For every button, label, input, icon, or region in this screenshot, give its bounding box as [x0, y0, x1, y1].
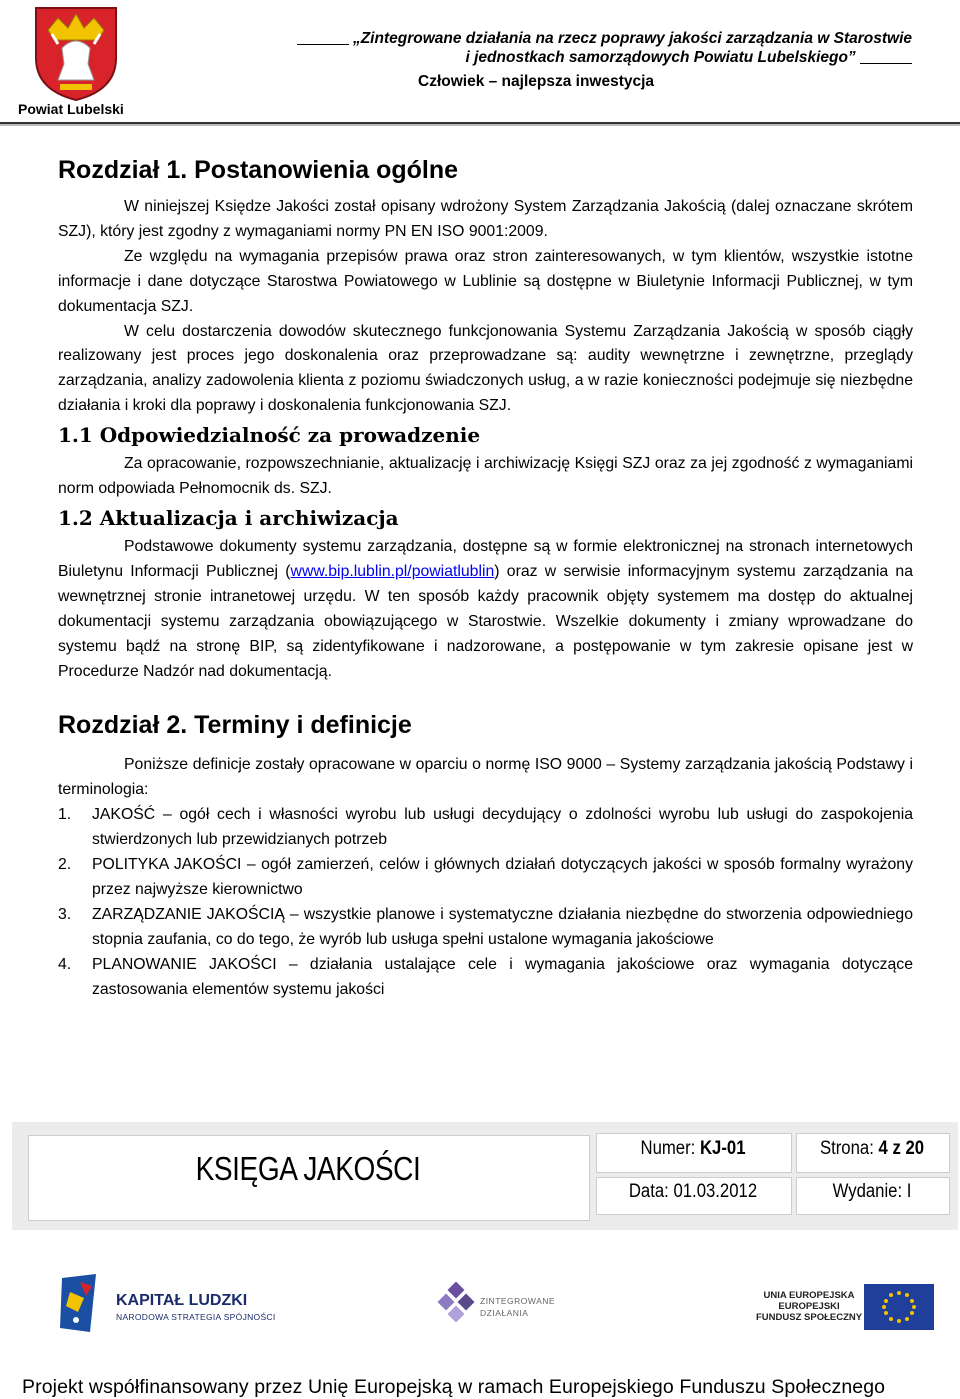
list-text: ZARZĄDZANIE JAKOŚCIĄ – wszystkie planowe i systematyczne działania niezbędne do stworzenia odpowiedniego stopnia zaufania, co do tego, że wyrób lub usługa spełni ustalone wymagania jakościowe [92, 905, 913, 948]
strona-label: Strona: [819, 1138, 879, 1159]
doc-title: KSIĘGA JAKOŚCI [195, 1150, 421, 1187]
kapital-ludzki-title: KAPITAŁ LUDZKI [116, 1292, 248, 1309]
header-title-line1: „Zintegrowane działania na rzecz poprawy jakości zarządzania w Starostwie [352, 30, 912, 47]
document-body [58, 153, 913, 1002]
cofinancing-statement: Projekt współfinansowany przez Unię Europejską w ramach Europejskiego Funduszu Społecznego [22, 1376, 886, 1398]
chapter1-heading: Rozdział 1. Postanowienia ogólne [58, 156, 459, 184]
numer-text [608, 1138, 779, 1160]
paragraph: W celu dostarczenia dowodów skutecznego funkcjonowania Systemu Zarządzania Jakością w sposób ciągły realizowany jest proces jego doskonalenia oraz przeprowadzane są: audity wewnętrzne i zewnętrzne, przeglądy zarządzania, analizy zadowolenia klienta z poziomu świadczonych usług, a w razie konieczności podejmuje się niezbędne działania i kroki dla poprawy i doskonalenia funkcjonowania SZJ. [58, 322, 913, 415]
list-number: 4. [58, 955, 72, 973]
header-divider [0, 122, 960, 124]
list-number: 1. [58, 806, 72, 824]
list-item [58, 953, 913, 1003]
numer-value: KJ-01 [699, 1138, 746, 1159]
ue-line2: EUROPEJSKI [778, 1301, 840, 1312]
zintegrowane-dzialania-logo-icon [436, 1282, 476, 1326]
zintegrowane-dzialania-logo-text [480, 1295, 555, 1319]
powiat-lubelski-crest-logo [32, 4, 120, 102]
definitions-list [58, 803, 913, 1002]
numer-label: Numer: [640, 1138, 700, 1159]
header-decorative-line [297, 44, 349, 45]
zd-line1: ZINTEGROWANE [480, 1296, 556, 1306]
list-item [58, 903, 913, 953]
header-title-line2: i jednostkach samorządowych Powiatu Lubelskiego” [465, 49, 856, 66]
list-number: 3. [58, 905, 72, 923]
section-1-2-heading: 1.2 Aktualizacja i archiwizacja [58, 505, 399, 530]
ue-line1: UNIA EUROPEJSKA [763, 1290, 855, 1301]
paragraph: Poniższe definicje zostały opracowane w oparciu o normę ISO 9000 – Systemy zarządzania jakością Podstawy i terminologia: [58, 756, 913, 799]
paragraph: W niniejszej Księdze Jakości został opisany wdrożony System Zarządzania Jakością (dalej oznaczane skrótem SZJ), który jest zgodny z wymaganiami normy PN EN ISO 9001:2009. [58, 198, 913, 240]
data-text: Data: 01.03.2012 [628, 1181, 758, 1202]
section-1-1-heading: 1.1 Odpowiedzialność za prowadzenie [58, 423, 481, 448]
paragraph: Ze względu na wymagania przepisów prawa oraz stron zainteresowanych, w tym klientów, wszystkie istotne informacje i dane dotyczące Starostwa Powiatowego w Lublinie są dostępne w Biuletynie Informacji Publicznej, w tym dokumentacja SZJ. [58, 247, 913, 315]
paragraph [58, 535, 913, 684]
text-span: Podstawowe dokumenty systemu zarządzania, dostępne są w formie elektronicznej na stronach internetowych Biuletynu Informacji Publicznej ( [58, 537, 913, 580]
crest-caption: Powiat Lubelski [18, 101, 124, 117]
bip-link[interactable]: www.bip.lublin.pl/powiatlublin [290, 562, 495, 580]
chapter2-heading: Rozdział 2. Terminy i definicje [58, 711, 412, 740]
ue-line3: FUNDUSZ SPOŁECZNY [756, 1312, 863, 1323]
eu-flag-icon [864, 1284, 934, 1330]
header-motto: Człowiek – najlepsza inwestycja [418, 73, 655, 90]
list-number: 2. [58, 856, 72, 874]
wydanie-text: Wydanie: I [832, 1181, 912, 1202]
list-text: PLANOWANIE JAKOŚCI – działania ustalające cele i wymagania jakościowe oraz wymagania dotyczące zastosowania elementów systemu jakości [92, 955, 913, 998]
text-span: ) oraz w serwisie informacyjnym systemu zarządzania na wewnętrznej stronie intranetowej urzędu. W ten sposób każdy pracownik objęty systemem ma dostęp do aktualnej dokumentacji systemu zarządzania obowiązującego w Starostwie. Wszelkie dokumenty i zmiany wprowadzane do systemu bądź na stronę BIP, są zidentyfikowane i nadzorowane, a postępowanie w tym zakresie opisane jest w Procedurze Nadzór nad dokumentacją. [58, 562, 913, 680]
list-item [58, 853, 913, 903]
paragraph: Za opracowanie, rozpowszechnianie, aktualizację i archiwizację Księgi SZJ oraz za jej zgodność z wymaganiami norm odpowiada Pełnomocnik ds. SZJ. [58, 455, 913, 498]
strona-text [805, 1138, 939, 1160]
header-decorative-line [860, 63, 912, 64]
kapital-ludzki-logo-icon [56, 1272, 112, 1336]
ue-logo-text [756, 1290, 862, 1323]
list-text: JAKOŚĆ – ogół cech i własności wyrobu lub usługi decydujący o zdolności wyrobu lub usługi do zaspokojenia stwierdzonych lub przewidzianych potrzeb [92, 806, 913, 849]
list-item [58, 803, 913, 853]
list-text: POLITYKA JAKOŚCI – ogół zamierzeń, celów i głównych działań dotyczących jakości w sposób formalny wyrażony przez najwyższe kierownictwo [92, 856, 913, 898]
kapital-ludzki-subtitle: NARODOWA STRATEGIA SPÓJNOŚCI [116, 1312, 276, 1322]
strona-value: 4 z 20 [878, 1138, 925, 1159]
zd-line2: DZIAŁANIA [480, 1308, 529, 1318]
header-project-title [190, 29, 912, 67]
